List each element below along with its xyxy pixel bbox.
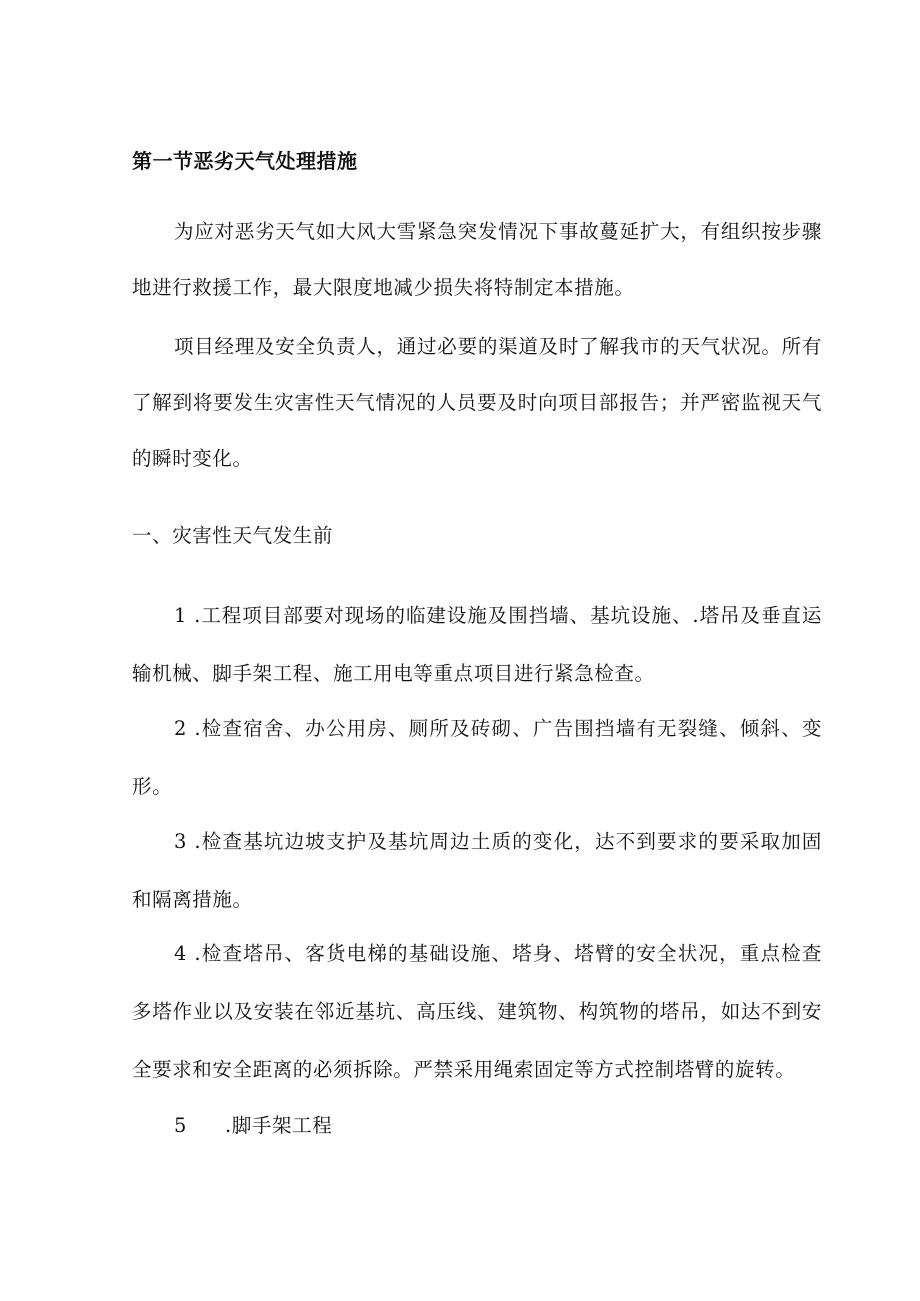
list-item-number: 3 bbox=[174, 830, 188, 853]
intro-paragraph: 为应对恶劣天气如大风大雪紧急突发情况下事故蔓延扩大，有组织按步骤地进行救援工作，最大限度地减少损失将特制定本措施。 bbox=[132, 220, 822, 299]
list-item-text: 工程项目部要对现场的临建设施及围挡墙、基坑设施、.塔吊及垂直运输机械、脚手架工程、施工用电等重点项目进行紧急检查。 bbox=[132, 604, 822, 685]
list-item-separator: . bbox=[225, 1114, 232, 1137]
list-item-separator: . bbox=[187, 604, 201, 627]
list-item-number: 1 bbox=[174, 604, 188, 627]
section-heading: 第一节恶劣天气处理措施 bbox=[132, 149, 358, 173]
list-item-number: 2 bbox=[174, 717, 188, 740]
responsibility-paragraph: 项目经理及安全负责人，通过必要的渠道及时了解我市的天气状况。所有了解到将要发生灾害性天气情况的人员要及时向项目部报告；并严密监视天气的瞬时变化。 bbox=[132, 335, 822, 470]
list-item-text: 检查塔吊、客货电梯的基础设施、塔身、塔臂的安全状况，重点检查多塔作业以及安装在邻近基坑、高压线、建筑物、构筑物的塔吊，如达不到安全要求和安全距离的必须拆除。严禁采用绳索固定等方式控制塔臂的旋转。 bbox=[132, 942, 822, 1081]
list-item-separator: . bbox=[187, 830, 202, 853]
list-item-5 bbox=[174, 1110, 332, 1142]
list-item-number: 5 bbox=[174, 1114, 188, 1137]
list-item-separator: . bbox=[187, 942, 202, 965]
list-item-3 bbox=[132, 813, 822, 929]
list-item-1 bbox=[132, 587, 822, 703]
list-item-text: 检查宿舍、办公用房、厕所及砖砌、广告围挡墙有无裂缝、倾斜、变形。 bbox=[132, 717, 822, 798]
list-item-text: 检查基坑边坡支护及基坑周边土质的变化，达不到要求的要采取加固和隔离措施。 bbox=[132, 830, 822, 911]
list-item-text: 脚手架工程 bbox=[231, 1114, 333, 1137]
list-item-2 bbox=[132, 700, 822, 816]
subsection-title: 一、灾害性天气发生前 bbox=[132, 524, 334, 547]
list-item-4 bbox=[132, 925, 822, 1099]
list-item-number: 4 bbox=[174, 942, 188, 965]
list-item-separator: . bbox=[187, 717, 202, 740]
